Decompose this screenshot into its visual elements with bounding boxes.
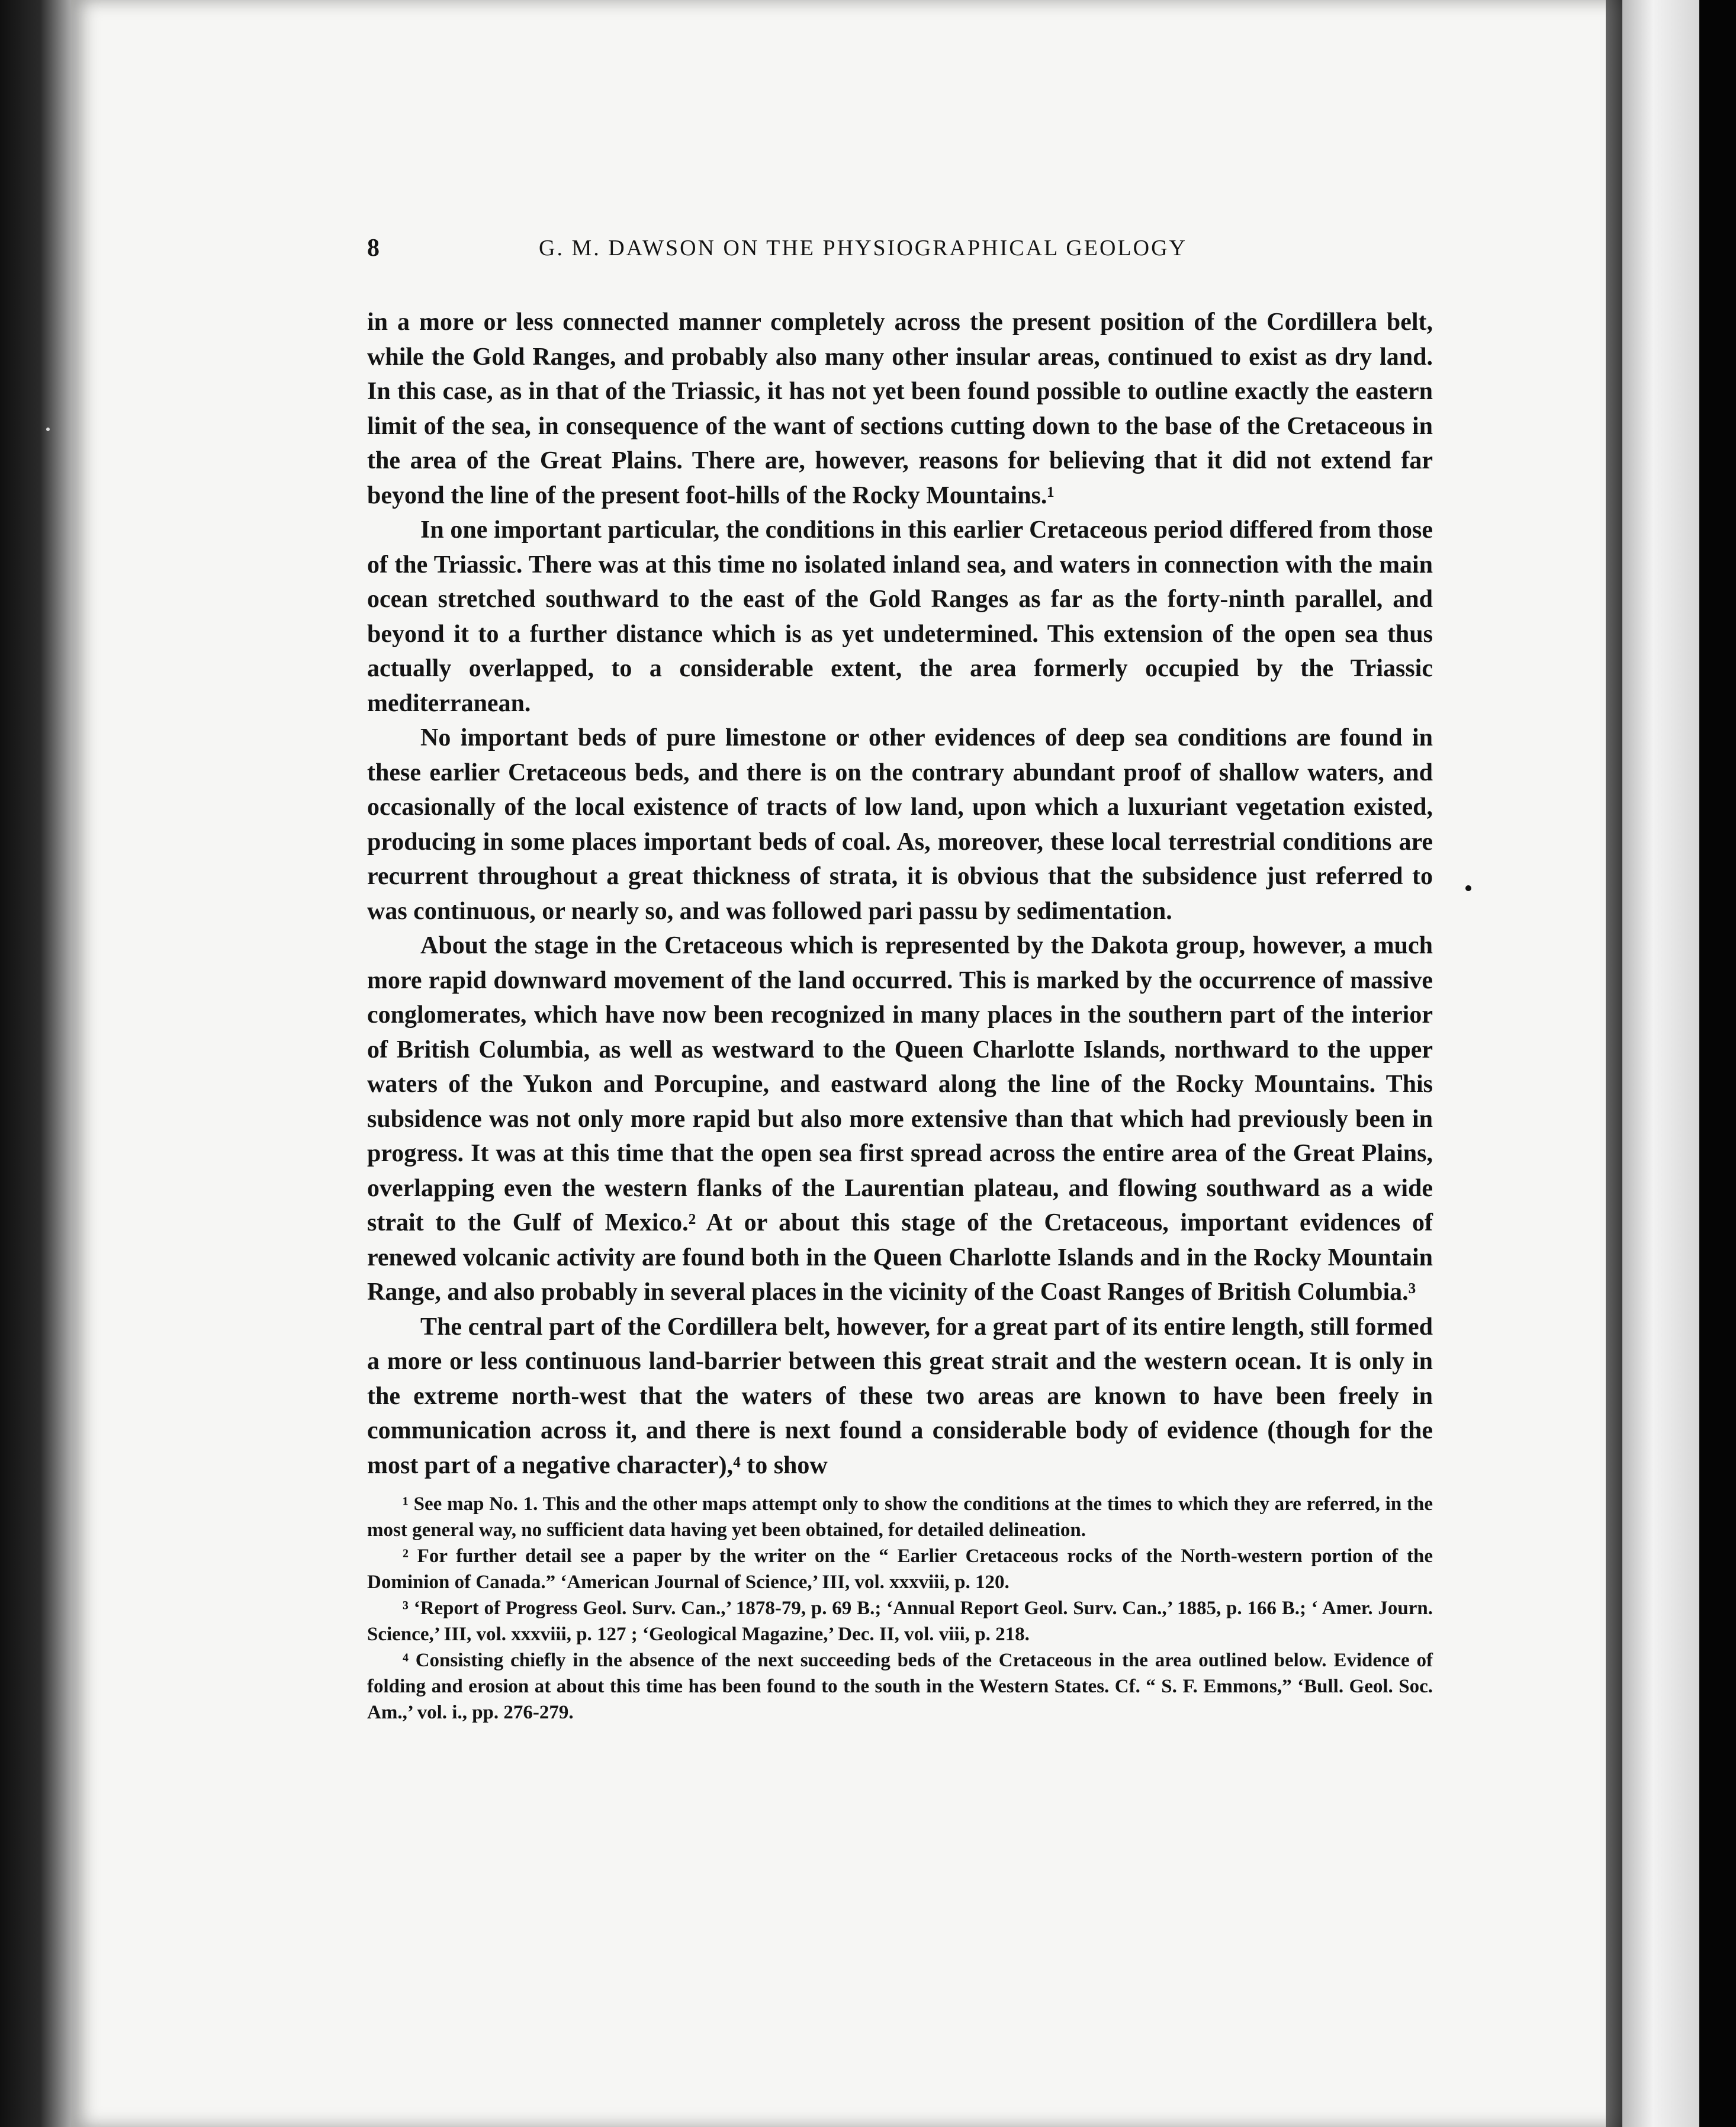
adjacent-page-edge: [1622, 0, 1699, 2127]
body-paragraph: In one important particular, the conditions in this earlier Cretaceous period differed from those of the Triassic. There was at this time no isolated inland sea, and waters in connection with the main ocean stretched southward to the east of the Gold Ranges as far as the forty-ninth parallel, and beyond it to a further distance which is as yet undetermined. This extension of the open sea thus actually overlapped, to a considerable extent, the area formerly occupied by the Triassic mediterranean.: [367, 516, 1433, 717]
page-content: [367, 234, 1433, 1726]
footnote-3: ³ ‘Report of Progress Geol. Surv. Can.,’ 1878-79, p. 69 B.; ‘Annual Report Geol. Surv. Can.,’ 1885, p. 166 B.; ‘ Amer. Journ. Science,’ III, vol. xxxviii, p. 127 ; ‘Geological Magazine,’ Dec. II, vol. viii, p. 218.: [367, 1598, 1433, 1645]
footnote-1: ¹ See map No. 1. This and the other maps attempt only to show the conditions at the times to which they are referred, in the most general way, no sufficient data having yet been obtained, for detailed delineation.: [367, 1493, 1433, 1541]
running-title: G. M. DAWSON ON THE PHYSIOGRAPHICAL GEOLOGY: [539, 236, 1187, 261]
footnotes: [367, 1491, 1433, 1726]
page-number: 8: [367, 234, 381, 262]
body-paragraph: in a more or less connected manner completely across the present position of the Cordillera belt, while the Gold Ranges, and probably also many other insular areas, continued to exist as dry land. In this case, as in that of the Triassic, it has not yet been found possible to outline exactly the eastern limit of the sea, in consequence of the want of sections cutting down to the base of the Cretaceous in the area of the Great Plains. There are, however, reasons for believing that it did not extend far beyond the line of the present foot-hills of the Rocky Mountains.¹: [367, 309, 1433, 509]
ink-speck: [1465, 885, 1471, 891]
body-paragraph: No important beds of pure limestone or other evidences of deep sea conditions are found in these earlier Cretaceous beds, and there is on the contrary abundant proof of shallow waters, and occasionally of the local existence of tracts of low land, upon which a luxuriant vegetation existed, producing in some places important beds of coal. As, moreover, these local terrestrial conditions are recurrent throughout a great thickness of strata, it is obvious that the subsidence just referred to was continuous, or nearly so, and was followed pari passu by sedimentation.: [367, 724, 1433, 925]
footnote-4: ⁴ Consisting chiefly in the absence of the next succeeding beds of the Cretaceous in the area outlined below. Evidence of folding and erosion at about this time has been found to the south in the Western States. Cf. “ S. F. Emmons,” ‘Bull. Geol. Soc. Am.,’ vol. i., pp. 276-279.: [367, 1650, 1433, 1723]
scan-border-right: [1699, 0, 1736, 2127]
footnote-2: ² For further detail see a paper by the writer on the “ Earlier Cretaceous rocks of the North-western portion of the Dominion of Canada.” ‘American Journal of Science,’ III, vol. xxxviii, p. 120.: [367, 1546, 1433, 1593]
body-paragraph: The central part of the Cordillera belt, however, for a great part of its entire length, still formed a more or less continuous land-barrier between this great strait and the western ocean. It is only in the extreme north-west that the waters of these two areas are known to have been freely in communication across it, and there is next found a considerable body of evidence (though for the most part of a negative character),⁴ to show: [367, 1313, 1433, 1479]
running-head: [367, 234, 1433, 269]
ink-speck: [46, 428, 50, 431]
body-paragraph: About the stage in the Cretaceous which is represented by the Dakota group, however, a much more rapid downward movement of the land occurred. This is marked by the occurrence of massive conglomerates, which have now been recognized in many places in the southern part of the interior of British Columbia, as well as westward to the Queen Charlotte Islands, northward to the upper waters of the Yukon and Porcupine, and eastward along the line of the Rocky Mountains. This subsidence was not only more rapid but also more extensive than that which had previously been in progress. It was at this time that the open sea first spread across the entire area of the Great Plains, overlapping even the western flanks of the Laurentian plateau, and flowing southward as a wide strait to the Gulf of Mexico.² At or about this stage of the Cretaceous, important evidences of renewed volcanic activity are found both in the Queen Charlotte Islands and in the Rocky Mountain Range, and also probably in several places in the vicinity of the Coast Ranges of British Columbia.³: [367, 932, 1433, 1306]
